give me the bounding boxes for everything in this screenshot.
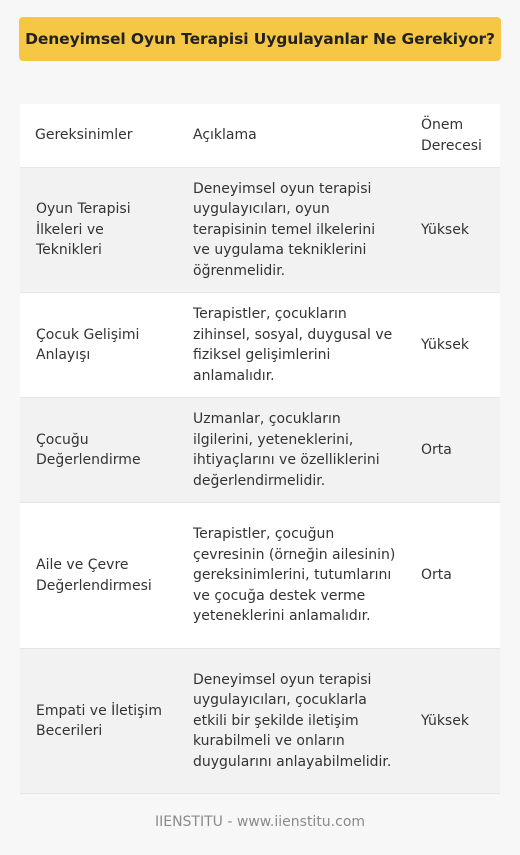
description-cell: Deneyimsel oyun terapisi uygulayıcıları, oyun terapisinin temel ilkelerini ve uygulama tekniklerini öğrenmelidir.: [177, 168, 404, 293]
requirement-cell: Çocuğu Değerlendirme: [20, 398, 177, 503]
requirement-cell: Çocuk Gelişimi Anlayışı: [20, 293, 177, 398]
requirement-cell: Aile ve Çevre Değerlendirmesi: [20, 503, 177, 649]
importance-cell: Yüksek: [404, 293, 500, 398]
header-requirements: Gereksinimler: [20, 104, 177, 168]
importance-cell: Yüksek: [404, 168, 500, 293]
description-cell: Deneyimsel oyun terapisi uygulayıcıları, çocuklarla etkili bir şekilde iletişim kurabilmeli ve onların duygularını anlayabilmelidir.: [177, 649, 404, 794]
description-cell: Uzmanlar, çocukların ilgilerini, yeteneklerini, ihtiyaçlarını ve özelliklerini değerlendirmelidir.: [177, 398, 404, 503]
importance-cell: Yüksek: [404, 649, 500, 794]
description-cell: Terapistler, çocukların zihinsel, sosyal, duygusal ve fiziksel gelişimlerini anlamalıdır.: [177, 293, 404, 398]
importance-cell: Orta: [404, 503, 500, 649]
table-row: [20, 503, 500, 649]
table-row: [20, 168, 500, 293]
description-cell: Terapistler, çocuğun çevresinin (örneğin ailesinin) gereksinimlerini, tutumlarını ve çocuğa destek verme yeteneklerini anlamalıdır.: [177, 503, 404, 649]
page-title: Deneyimsel Oyun Terapisi Uygulayanlar Ne Gerekiyor?: [19, 17, 501, 61]
header-importance: Önem Derecesi: [404, 104, 500, 168]
requirement-cell: Oyun Terapisi İlkeleri ve Teknikleri: [20, 168, 177, 293]
importance-cell: Orta: [404, 398, 500, 503]
table-row: [20, 649, 500, 794]
table-row: [20, 293, 500, 398]
requirement-cell: Empati ve İletişim Becerileri: [20, 649, 177, 794]
requirements-table-container: [20, 104, 500, 794]
table-row: [20, 398, 500, 503]
header-description: Açıklama: [177, 104, 404, 168]
footer-source: IIENSTITU - www.iienstitu.com: [154, 814, 366, 830]
requirements-table: [20, 104, 500, 794]
table-header-row: [20, 104, 500, 168]
